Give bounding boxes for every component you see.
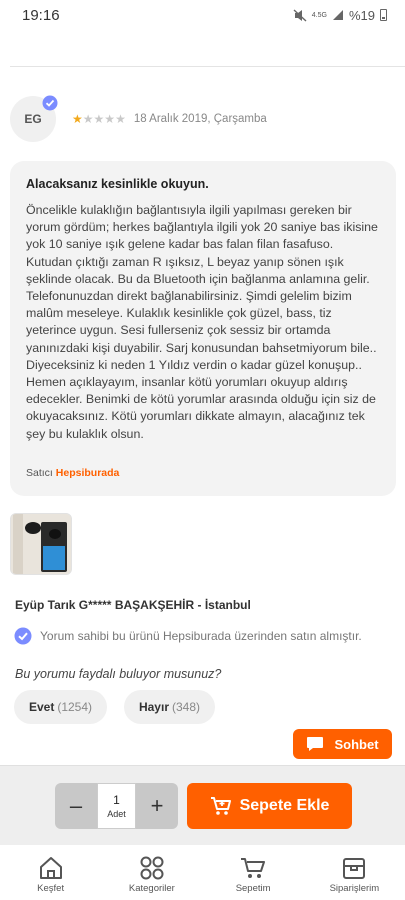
chat-bubble-icon xyxy=(306,736,324,752)
categories-icon xyxy=(139,856,165,880)
increase-quantity-button[interactable]: + xyxy=(150,793,164,818)
helpful-no-button[interactable] xyxy=(124,690,215,724)
yes-label: Evet xyxy=(28,700,55,714)
cart-icon xyxy=(210,796,232,816)
review-body: Öncelikle kulaklığın bağlantısıyla ilgili yapılması gereken bir yorum gördüm; herkes bağlantıyla ilgili yok 20 saniye bas ikisine yok 10 saniye ışık gelene kadar bas falan filan fasafuso. Kutudan çıktığı zaman R ışıksız, L beyaz yanıp sönen ışık şeklinde olacak. Bu da Bluetooth için bağlanma anlamına gelir. Telefonunuzdan direkt bağlanabilirsiniz. Şimdi gelelim bizim malûm meseleye. Kulaklık kesinlikle çok güzel, bass, tiz yeterince uygun. Sesi fullerseniz çok sessiz bir ortamda yanınızdaki kişi duyabilir. Sarj konusundan bahsetmiyorum bile.. Diyeceksiniz ki neden 1 Yıldız verdin o kadar güzel konuşup.. Hemen açıklayayım, insanlar kötü yorumları okuyup aldırış edecekler. Benimki de kötü yorumlar arasında olduğu için siz de okuyacaksınız. Kötü yorumları dikkate almayın, alacağınız tek şey bu kulaklık olsun. xyxy=(26,203,378,441)
quantity-unit: Adet xyxy=(107,809,126,819)
chat-label: Sohbet xyxy=(334,736,379,752)
nav-item-discover[interactable] xyxy=(0,847,101,900)
star-icon: ★ xyxy=(104,112,116,126)
seller-label: Satıcı xyxy=(26,467,53,479)
nav-label: Sepetim xyxy=(235,883,271,894)
verified-text: Yorum sahibi bu ürünü Hepsiburada üzerinden satın almıştır. xyxy=(40,629,362,643)
quantity-stepper xyxy=(55,783,178,829)
add-to-cart-label: Sepete Ekle xyxy=(239,797,330,814)
seller-name[interactable]: Hepsiburada xyxy=(55,467,120,479)
verified-badge-icon xyxy=(42,95,58,111)
no-label: Hayır xyxy=(138,700,169,714)
mute-icon xyxy=(293,9,307,22)
no-count: (348) xyxy=(172,700,201,714)
review-photo-thumbnail[interactable] xyxy=(10,513,72,575)
review-title: Alacaksanız kesinlikle okuyun. xyxy=(26,177,209,191)
review-card xyxy=(10,161,396,496)
nav-item-cart[interactable] xyxy=(203,847,304,900)
avatar xyxy=(10,96,56,142)
star-icon: ★ xyxy=(115,112,126,126)
chat-button[interactable] xyxy=(293,729,392,759)
nav-label: Siparişlerim xyxy=(329,883,380,894)
add-to-cart-button[interactable] xyxy=(187,783,352,829)
nav-label: Keşfet xyxy=(37,883,65,894)
bottom-navigation xyxy=(0,847,405,900)
battery-icon xyxy=(380,9,387,21)
reviewer-header xyxy=(10,96,267,142)
rating-stars xyxy=(72,112,126,126)
earbuds-photo-icon xyxy=(11,514,72,575)
home-icon xyxy=(38,856,64,880)
divider xyxy=(10,66,405,67)
signal-icon xyxy=(332,9,344,21)
helpful-question: Bu yorumu faydalı buluyor musunuz? xyxy=(15,667,222,681)
battery-percent: %19 xyxy=(348,7,375,23)
network-type: 4.5G xyxy=(311,11,327,19)
star-icon: ★ xyxy=(93,112,105,126)
helpful-yes-button[interactable] xyxy=(14,690,107,724)
status-bar xyxy=(0,0,405,30)
nav-item-orders[interactable] xyxy=(304,847,405,900)
avatar-initials: EG xyxy=(24,112,42,126)
status-icons xyxy=(293,8,387,23)
add-to-cart-bar xyxy=(0,765,405,845)
verified-badge-icon xyxy=(14,627,32,645)
orders-icon xyxy=(341,856,367,880)
nav-item-categories[interactable] xyxy=(101,847,202,900)
reviewer-location: Eyüp Tarık G***** BAŞAKŞEHİR - İstanbul xyxy=(15,598,251,612)
status-time: 19:16 xyxy=(22,6,60,24)
quantity-value: 1 xyxy=(113,793,120,807)
quantity-display[interactable] xyxy=(97,783,136,829)
yes-count: (1254) xyxy=(57,700,93,714)
decrease-quantity-button[interactable]: – xyxy=(69,793,83,818)
cart-icon xyxy=(240,856,266,880)
verified-purchase-row xyxy=(14,627,362,645)
review-date: 18 Aralık 2019, Çarşamba xyxy=(133,113,267,125)
star-icon: ★ xyxy=(72,112,83,126)
nav-label: Kategoriler xyxy=(128,883,175,894)
star-icon: ★ xyxy=(82,112,94,126)
seller-row xyxy=(26,467,119,479)
